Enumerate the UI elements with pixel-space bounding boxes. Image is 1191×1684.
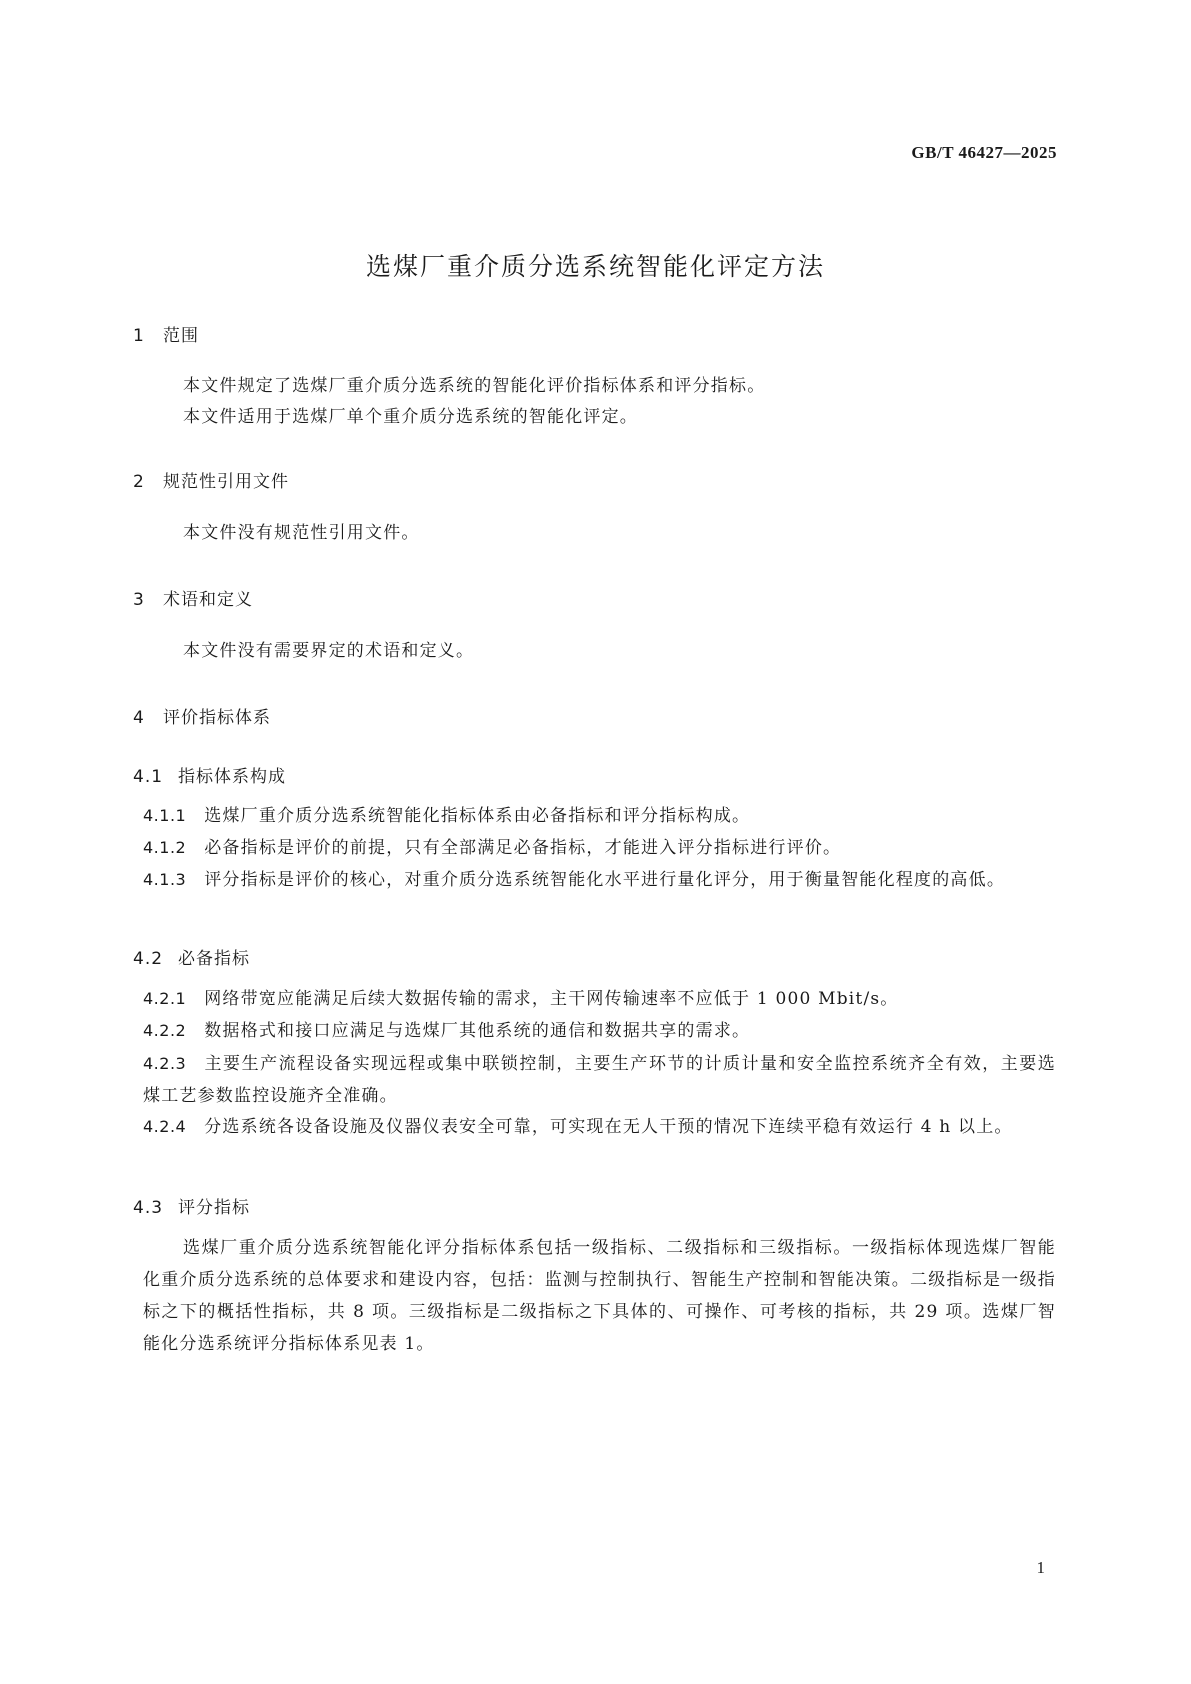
section-title: 术语和定义 bbox=[163, 590, 253, 610]
section-number: 4 bbox=[133, 708, 145, 728]
section-title: 指标体系构成 bbox=[178, 767, 286, 787]
clause-text: 评分指标是评价的核心，对重介质分选系统智能化水平进行量化评分，用于衡量智能化程度的高低。 bbox=[204, 870, 1006, 890]
clause-text: 分选系统各设备设施及仪器仪表安全可靠，可实现在无人干预的情况下连续平稳有效运行 4 h 以上。 bbox=[204, 1117, 1013, 1137]
section-number: 4.3 bbox=[133, 1198, 164, 1218]
clause-number: 4.1.1 bbox=[143, 806, 187, 825]
section-1-paragraph-1: 本文件规定了选煤厂重介质分选系统的智能化评价指标体系和评分指标。 bbox=[183, 376, 766, 396]
section-title: 范围 bbox=[163, 326, 199, 346]
section-3-heading bbox=[133, 585, 253, 610]
page-number: 1 bbox=[1036, 1558, 1045, 1577]
section-title: 规范性引用文件 bbox=[163, 472, 289, 492]
section-4-3-paragraph: 选煤厂重介质分选系统智能化评分指标体系包括一级指标、二级指标和三级指标。一级指标体现选煤厂智能化重介质分选系统的总体要求和建设内容，包括：监测与控制执行、智能生产控制和智能决策。二级指标是一级指标之下的概括性指标，共 8 项。三级指标是二级指标之下具体的、可操作、可考核的指标，共 29 项。选煤厂智能化分选系统评分指标体系见表 1。 bbox=[143, 1238, 1056, 1354]
clause-4-2-3 bbox=[143, 1048, 1056, 1112]
clause-number: 4.2.4 bbox=[143, 1117, 187, 1136]
clause-text: 必备指标是评价的前提，只有全部满足必备指标，才能进入评分指标进行评价。 bbox=[204, 838, 842, 858]
section-number: 1 bbox=[133, 326, 145, 346]
clause-number: 4.2.3 bbox=[143, 1054, 187, 1073]
section-title: 评价指标体系 bbox=[163, 708, 271, 728]
section-number: 4.1 bbox=[133, 767, 164, 787]
section-title: 必备指标 bbox=[178, 949, 250, 969]
section-number: 4.2 bbox=[133, 949, 164, 969]
clause-text: 数据格式和接口应满足与选煤厂其他系统的通信和数据共享的需求。 bbox=[204, 1021, 751, 1041]
section-1-paragraph-2: 本文件适用于选煤厂单个重介质分选系统的智能化评定。 bbox=[183, 407, 638, 427]
clause-4-2-2 bbox=[143, 1015, 1056, 1047]
section-number: 3 bbox=[133, 590, 145, 610]
section-4-3-heading bbox=[133, 1193, 250, 1218]
clause-4-2-4 bbox=[143, 1111, 1056, 1143]
section-number: 2 bbox=[133, 472, 145, 492]
clause-4-1-1 bbox=[143, 800, 1056, 832]
clause-number: 4.2.2 bbox=[143, 1021, 187, 1040]
document-title: 选煤厂重介质分选系统智能化评定方法 bbox=[365, 252, 825, 281]
clause-number: 4.1.2 bbox=[143, 838, 187, 857]
clause-text: 主要生产流程设备实现远程或集中联锁控制，主要生产环节的计质计量和安全监控系统齐全有效，主要选煤工艺参数监控设施齐全准确。 bbox=[143, 1054, 1056, 1106]
clause-4-1-2 bbox=[143, 832, 1056, 864]
clause-text: 网络带宽应能满足后续大数据传输的需求，主干网传输速率不应低于 1 000 Mbit/s。 bbox=[204, 989, 899, 1009]
section-title: 评分指标 bbox=[178, 1198, 250, 1218]
clause-number: 4.1.3 bbox=[143, 870, 187, 889]
clause-text: 选煤厂重介质分选系统智能化指标体系由必备指标和评分指标构成。 bbox=[204, 806, 751, 826]
section-1-heading bbox=[133, 321, 199, 346]
clause-4-2-1 bbox=[143, 983, 1056, 1015]
clause-number: 4.2.1 bbox=[143, 989, 187, 1008]
clause-4-1-3 bbox=[143, 864, 1056, 896]
standard-code: GB/T 46427—2025 bbox=[911, 143, 1057, 162]
section-3-paragraph-1: 本文件没有需要界定的术语和定义。 bbox=[183, 641, 475, 661]
section-2-paragraph-1: 本文件没有规范性引用文件。 bbox=[183, 523, 420, 543]
section-4-2-heading bbox=[133, 944, 250, 969]
section-4-1-heading bbox=[133, 762, 286, 787]
section-4-heading bbox=[133, 703, 271, 728]
section-2-heading bbox=[133, 467, 289, 492]
